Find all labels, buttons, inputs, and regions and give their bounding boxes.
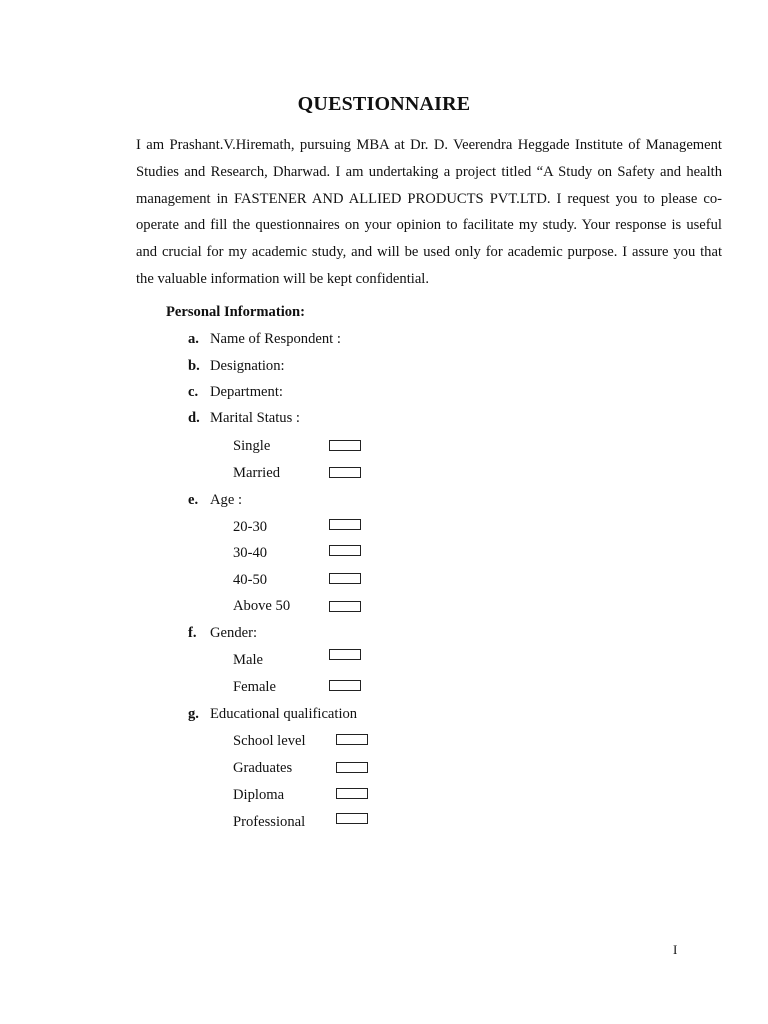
- option-label-married: Married: [233, 465, 281, 481]
- option-label-school-level: School level: [233, 733, 306, 749]
- question-label: Name of Respondent :: [210, 331, 341, 347]
- question-letter: f.: [188, 625, 197, 641]
- question-marital-status: [188, 410, 300, 427]
- question-label: Age :: [210, 492, 243, 508]
- question-label: Gender:: [210, 625, 258, 641]
- checkbox-age-above-50[interactable]: [329, 601, 361, 612]
- question-gender: [188, 625, 257, 642]
- question-age: [188, 492, 242, 509]
- page-number: I: [673, 942, 678, 957]
- checkbox-single[interactable]: [329, 440, 361, 451]
- option-label-male: Male: [233, 652, 263, 668]
- option-label-graduates: Graduates: [233, 760, 293, 776]
- option-label-age-40-50: 40-50: [233, 572, 268, 588]
- question-label: Educational qualification: [210, 706, 358, 722]
- question-label: Marital Status :: [210, 410, 300, 426]
- option-label-age-20-30: 20-30: [233, 519, 268, 535]
- checkbox-male[interactable]: [329, 649, 361, 660]
- question-designation: [188, 358, 285, 375]
- option-label-professional: Professional: [233, 814, 306, 830]
- option-label-age-30-40: 30-40: [233, 545, 268, 561]
- question-letter: a.: [188, 331, 199, 347]
- intro-paragraph: I am Prashant.V.Hiremath, pursuing MBA at Dr. D. Veerendra Heggade Institute of Management Studies and Research, Dharwad. I am undertaking a project titled “A Study on Safety and health management in FASTENER AND ALLIED PRODUCTS PVT.LTD. I request you to please co-operate and fill the questionnaires on your opinion to facilitate my study. Your response is useful and crucial for my academic study, and will be used only for academic purpose. I assure you that the valuable information will be kept confidential.: [136, 137, 722, 287]
- checkbox-married[interactable]: [329, 467, 361, 478]
- option-label-diploma: Diploma: [233, 787, 285, 803]
- question-letter: b.: [188, 358, 200, 374]
- option-label-single: Single: [233, 438, 271, 454]
- checkbox-school-level[interactable]: [336, 734, 368, 745]
- checkbox-age-40-50[interactable]: [329, 573, 361, 584]
- question-letter: c.: [188, 384, 199, 400]
- checkbox-female[interactable]: [329, 680, 361, 691]
- question-letter: g.: [188, 706, 199, 722]
- checkbox-diploma[interactable]: [336, 788, 368, 799]
- question-letter: d.: [188, 410, 200, 426]
- checkbox-graduates[interactable]: [336, 762, 368, 773]
- question-name-of-respondent: [188, 331, 341, 348]
- option-label-age-above-50: Above 50: [233, 598, 291, 614]
- question-label: Department:: [210, 384, 283, 400]
- question-label: Designation:: [210, 358, 285, 374]
- option-label-female: Female: [233, 679, 276, 695]
- question-educational-qualification: [188, 706, 357, 723]
- checkbox-professional[interactable]: [336, 813, 368, 824]
- section-heading-personal-information: Personal Information:: [166, 304, 306, 320]
- checkbox-age-30-40[interactable]: [329, 545, 361, 556]
- page-title: QUESTIONNAIRE: [297, 93, 471, 115]
- question-letter: e.: [188, 492, 199, 508]
- question-department: [188, 384, 283, 401]
- checkbox-age-20-30[interactable]: [329, 519, 361, 530]
